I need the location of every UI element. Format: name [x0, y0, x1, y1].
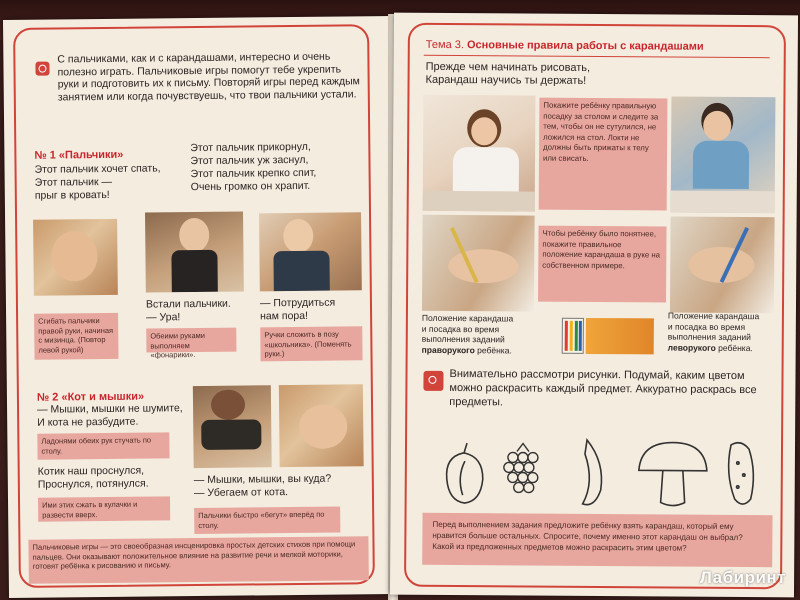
subtitle: Прежде чем начинать рисовать, Карандаш научись ты держать!	[425, 60, 591, 87]
cucumber-icon	[728, 443, 753, 504]
game1-verse-mid: Встали пальчики. — Ура!	[145, 297, 231, 324]
child-photo	[259, 212, 362, 291]
game2-verse2: Котик наш проснулся, Проснулся, потянулся.	[37, 464, 149, 491]
instruction-box: Ладонями обеих рук стучать по столу.	[37, 432, 169, 459]
task-text: Внимательно рассмотри рисунки. Подумай, каким цветом можно раскрасить каждый предмет. Аккуратно раскрась все предметы.	[449, 367, 757, 409]
caption-right-handed: Положение карандаша и посадка во время выполнения заданий праворукого ребёнка.	[421, 312, 514, 355]
child-photo	[671, 97, 776, 214]
bottom-note: Перед выполнением задания предложите ребёнку взять карандаш, который ему нравится больше остальных. Спросите, почему именно этот карандаш он выбрал? Какой из предложенных предметов можно раскрасить этим цветом?	[422, 513, 772, 567]
pencils-icon	[562, 318, 654, 355]
left-page	[3, 16, 395, 598]
theme-heading	[426, 39, 704, 53]
child-photo	[193, 385, 272, 468]
game1-title: № 1 «Пальчики»	[34, 148, 124, 162]
instruction-box: Пальчики быстро «бегут» вперёд по столу.	[194, 507, 340, 535]
theme-label: Тема 3.	[425, 38, 464, 52]
pencil-grip-photo	[670, 217, 775, 314]
game1-verse-end: — Потрудиться нам пора!	[259, 296, 336, 323]
footer-note: Пальчиковые игры — это своеобразная инсценировка простых детских стихов при помощи пальцев. Они оказывают положительное влияние на развитие речи и мелкой моторики, готовят ребёнка к рисованию и письму.	[28, 536, 368, 584]
intro-text: С пальчиками, как и с карандашами, интересно и очень полезно играть. Пальчиковые игры помогут тебе укрепить руки и подготовить их к письму. Повторяй игры перед каждым занятием или когда почувствуешь, что твои пальчики устали.	[57, 50, 360, 103]
theme-title: Основные правила работы с карандашами	[466, 39, 704, 53]
game2-title: № 2 «Кот и мышки»	[36, 390, 145, 404]
coloring-drawings	[435, 431, 776, 513]
instruction-box: Сгибать пальчики правой руки, начиная с мизинца. (Повтор левой рукой)	[34, 313, 118, 360]
game1-verse-left: Этот пальчик хочет спать, Этот пальчик — прыг в кровать!	[34, 162, 161, 202]
banana-icon	[583, 440, 602, 505]
pencil-grip-photo	[422, 215, 535, 312]
hand-photo	[279, 384, 364, 467]
game2-verse3: — Мышки, мышки, вы куда? — Убегаем от кота.	[193, 472, 332, 500]
child-photo	[145, 212, 244, 293]
instruction-box: Обеими руками выполняем «фонарики».	[146, 328, 236, 353]
game2-verse1: — Мышки, мышки не шумите, И кота не разбудите.	[37, 402, 183, 429]
pencil-icon	[423, 371, 443, 391]
caption-left-handed: Положение карандаша и посадка во время выполнения заданий леворукого ребёнка.	[667, 310, 760, 353]
instruction-box: Чтобы ребёнку было понятнее, покажите правильное положение карандаша в руке на собственном примере.	[538, 226, 667, 303]
mushroom-icon	[639, 442, 707, 505]
instruction-box: Ручки сложить в позу «школьника». (Поменять руки.)	[260, 326, 362, 361]
instruction-box: Ими этих сжать в кулачки и развести вверх.	[38, 496, 170, 521]
hand-icon	[35, 62, 49, 76]
raspberry-icon	[504, 443, 538, 492]
hand-photo	[33, 219, 118, 296]
child-photo	[423, 95, 536, 212]
right-page	[390, 13, 798, 598]
game1-verse-right: Этот пальчик прикорнул, Этот пальчик уж заснул, Этот пальчик крепко спит, Очень громко он храпит.	[190, 140, 317, 194]
instruction-box: Покажите ребёнку правильную посадку за столом и следите за тем, чтобы он не сутулился, не ложился на стол. Локти не должны быть прижаты к телу или свисать.	[539, 98, 668, 211]
plum-icon	[446, 443, 483, 503]
watermark: Лабиринт	[699, 568, 786, 587]
